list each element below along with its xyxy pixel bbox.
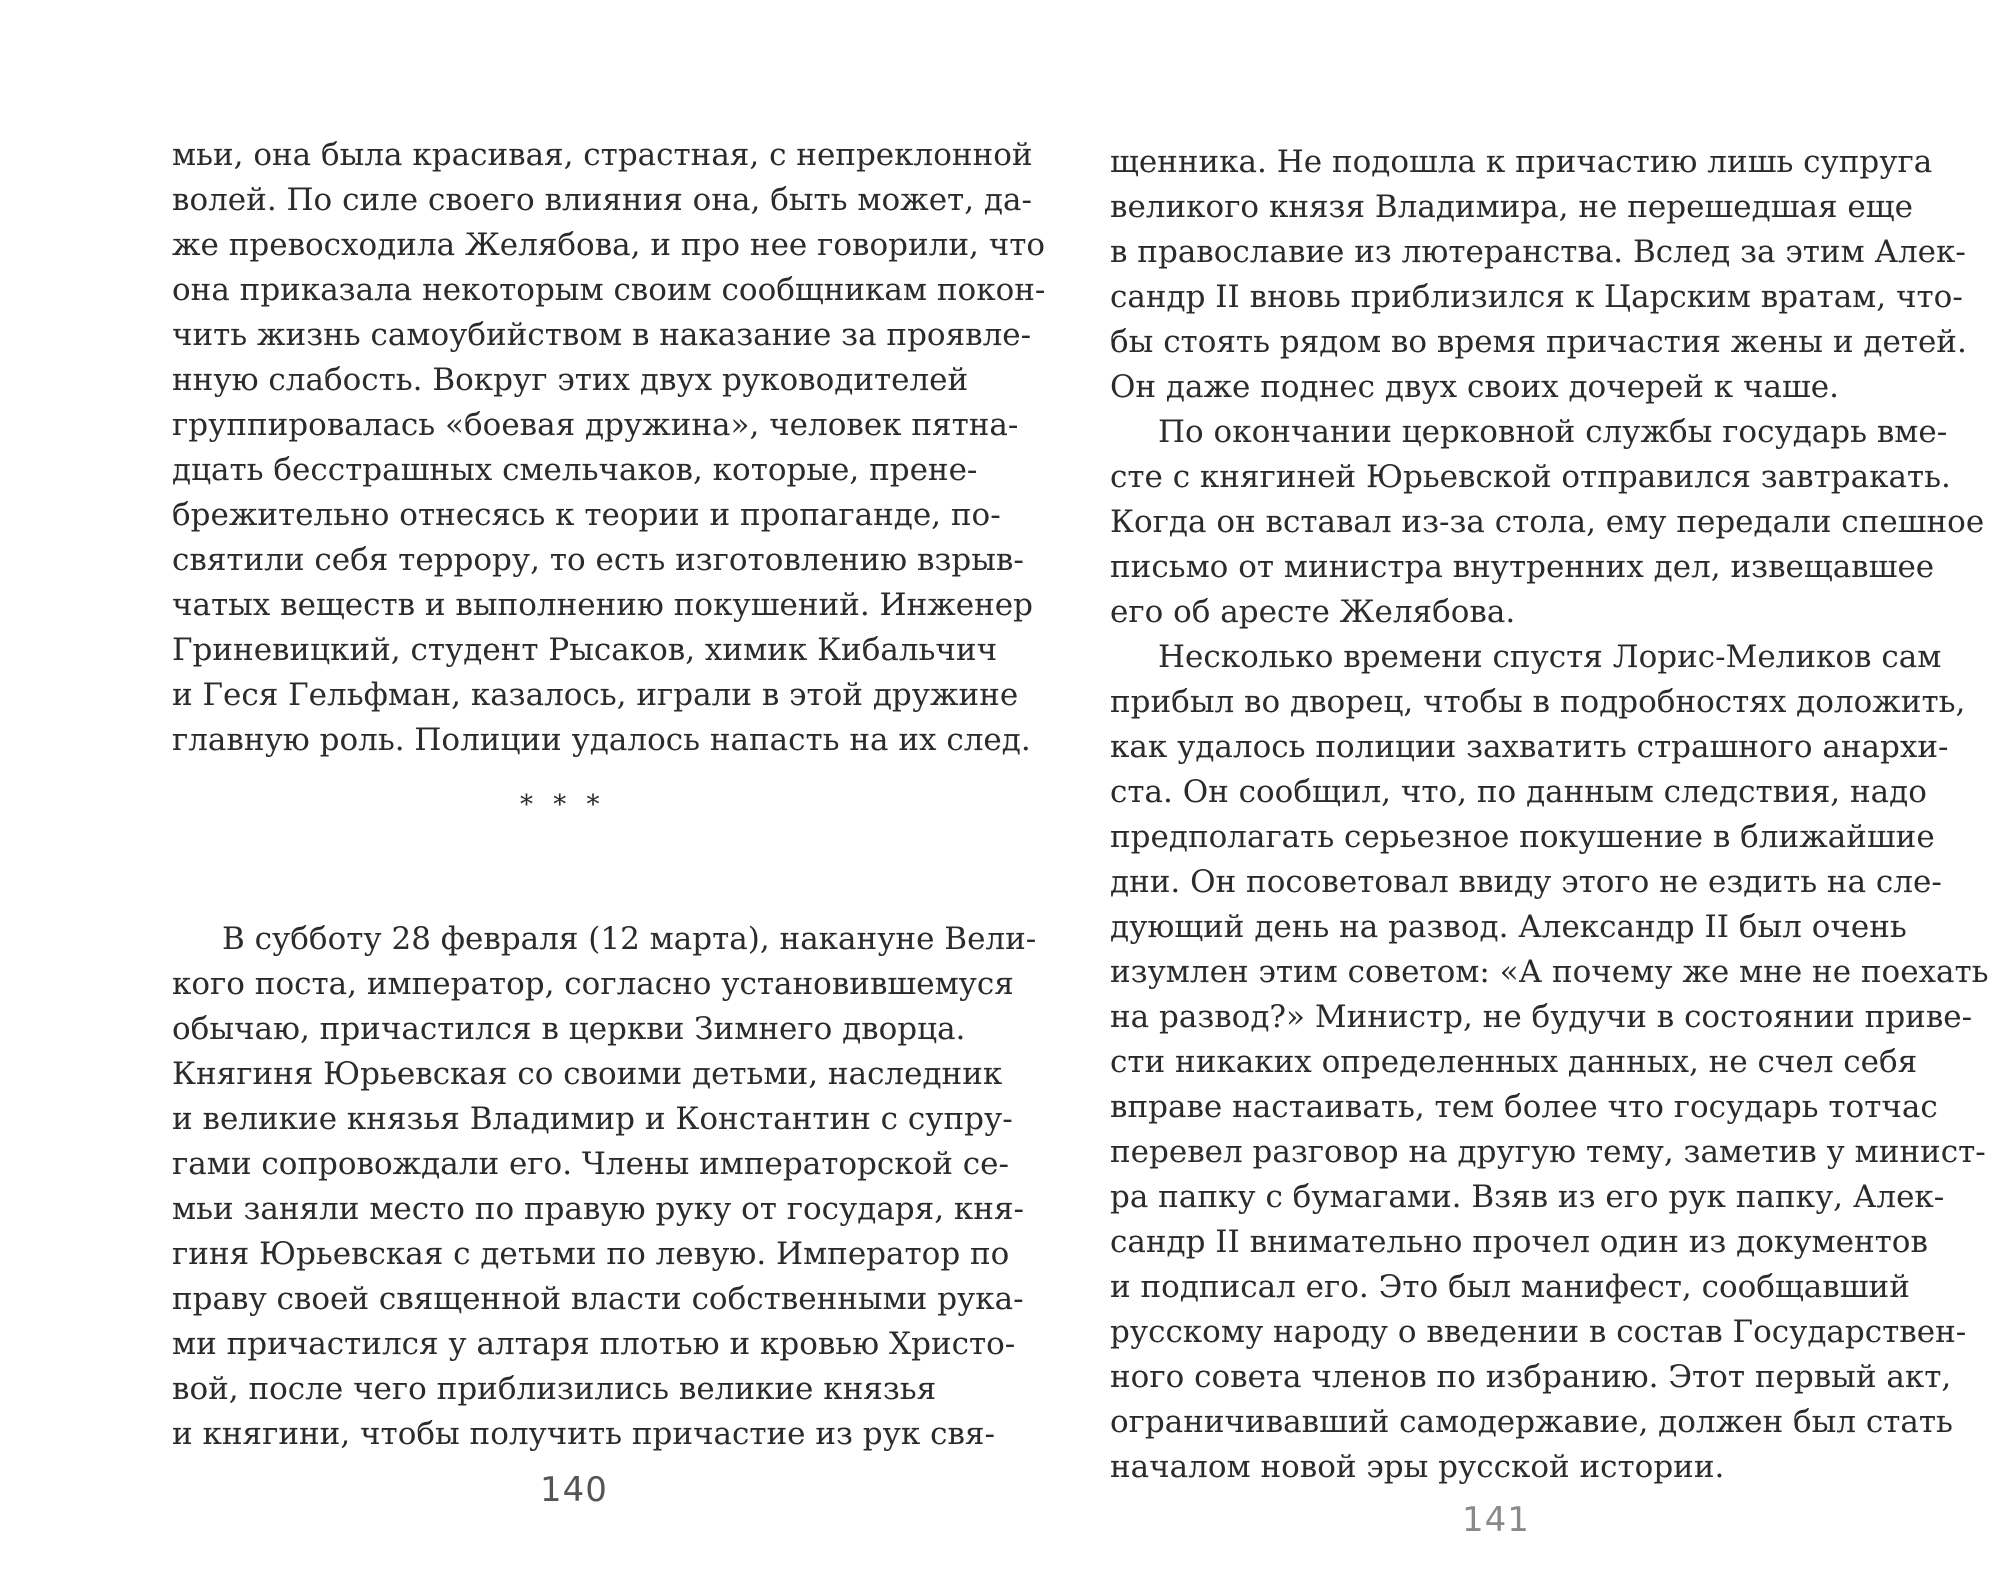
text-line: Княгиня Юрьевская со своими детьми, наследник bbox=[172, 1056, 1003, 1092]
text-line: группировалась «боевая дружина», человек пятна- bbox=[172, 407, 1019, 443]
text-line: сти никаких определенных данных, не счел себя bbox=[1110, 1044, 1918, 1080]
text-line: главную роль. Полиции удалось напасть на их след. bbox=[172, 722, 1031, 758]
text-line: мьи заняли место по правую руку от государя, кня- bbox=[172, 1191, 1024, 1227]
text-line: сандр II внимательно прочел один из документов bbox=[1110, 1224, 1928, 1260]
text-line: изумлен этим советом: «А почему же мне не поехать bbox=[1110, 954, 1989, 990]
text-line: дцать бесстрашных смельчаков, которые, прене- bbox=[172, 452, 978, 488]
text-line: ного совета членов по избранию. Этот первый акт, bbox=[1110, 1359, 1952, 1395]
text-line: дни. Он посоветовал ввиду этого не ездить на сле- bbox=[1110, 864, 1942, 900]
text-line: праву своей священной власти собственными рука- bbox=[172, 1281, 1024, 1317]
text-line: сте с княгиней Юрьевской отправился завтракать. bbox=[1110, 459, 1951, 495]
text-line: чатых веществ и выполнению покушений. Инженер bbox=[172, 587, 1033, 623]
text-line: предполагать серьезное покушение в ближайшие bbox=[1110, 819, 1935, 855]
text-line: чить жизнь самоубийством в наказание за проявле- bbox=[172, 317, 1032, 353]
text-line: и Геся Гельфман, казалось, играли в этой дружине bbox=[172, 677, 1019, 713]
text-line: щенника. Не подошла к причастию лишь супруга bbox=[1110, 144, 1933, 180]
text-line: Гриневицкий, студент Рысаков, химик Кибальчич bbox=[172, 632, 998, 668]
text-line: же превосходила Желябова, и про нее говорили, что bbox=[172, 227, 1046, 263]
page-number: 140 bbox=[540, 1470, 608, 1510]
text-line: в православие из лютеранства. Вслед за этим Алек- bbox=[1110, 234, 1966, 270]
text-line: и великие князья Владимир и Константин с супру- bbox=[172, 1101, 1013, 1137]
text-line: письмо от министра внутренних дел, извещавшее bbox=[1110, 549, 1935, 585]
text-line: на развод?» Министр, не будучи в состоянии приве- bbox=[1110, 999, 1973, 1035]
text-line: перевел разговор на другую тему, заметив у минист- bbox=[1110, 1134, 1986, 1170]
text-line: ми причастился у алтаря плотью и кровью Христо- bbox=[172, 1326, 1016, 1362]
right-page bbox=[1000, 0, 2000, 1573]
text-line: и княгини, чтобы получить причастие из рук свя- bbox=[172, 1416, 995, 1452]
text-line: вой, после чего приблизились великие князья bbox=[172, 1371, 937, 1407]
text-line: В субботу 28 февраля (12 марта), накануне Вели- bbox=[222, 921, 1037, 957]
text-line: она приказала некоторым своим сообщникам покон- bbox=[172, 272, 1046, 308]
text-line: волей. По силе своего влияния она, быть может, да- bbox=[172, 182, 1032, 218]
text-line: гиня Юрьевская с детьми по левую. Император по bbox=[172, 1236, 1010, 1272]
text-line: гами сопровождали его. Члены императорской се- bbox=[172, 1146, 1009, 1182]
text-line: обычаю, причастился в церкви Зимнего дворца. bbox=[172, 1011, 966, 1047]
text-line: Когда он вставал из-за стола, ему передали спешное bbox=[1110, 504, 1985, 540]
text-line: как удалось полиции захватить страшного анархи- bbox=[1110, 729, 1949, 765]
text-line: и подписал его. Это был манифест, сообщавший bbox=[1110, 1269, 1910, 1305]
text-line: началом новой эры русской истории. bbox=[1110, 1449, 1725, 1485]
text-line: нную слабость. Вокруг этих двух руководителей bbox=[172, 362, 969, 398]
text-line: ра папку с бумагами. Взяв из его рук папку, Алек- bbox=[1110, 1179, 1945, 1215]
page-number: 141 bbox=[1462, 1500, 1530, 1540]
text-line: бы стоять рядом во время причастия жены и детей. bbox=[1110, 324, 1967, 360]
text-line: дующий день на развод. Александр II был очень bbox=[1110, 909, 1907, 945]
text-line: сандр II вновь приблизился к Царским вратам, что- bbox=[1110, 279, 1963, 315]
text-line: брежительно отнесясь к теории и пропаганде, по- bbox=[172, 497, 1001, 533]
text-line: кого поста, император, согласно установившемуся bbox=[172, 966, 1014, 1002]
text-line: ограничивавший самодержавие, должен был стать bbox=[1110, 1404, 1953, 1440]
text-line: Он даже поднес двух своих дочерей к чаше. bbox=[1110, 369, 1839, 405]
text-line: его об аресте Желябова. bbox=[1110, 594, 1516, 630]
text-line: великого князя Владимира, не перешедшая еще bbox=[1110, 189, 1913, 225]
text-line: ста. Он сообщил, что, по данным следствия, надо bbox=[1110, 774, 1927, 810]
text-line: прибыл во дворец, чтобы в подробностях доложить, bbox=[1110, 684, 1966, 720]
text-line: По окончании церковной службы государь вме- bbox=[1158, 414, 1948, 450]
text-line: Несколько времени спустя Лорис-Меликов сам bbox=[1158, 639, 1942, 675]
section-separator: * * * bbox=[520, 790, 606, 820]
text-line: русскому народу о введении в состав Государствен- bbox=[1110, 1314, 1967, 1350]
text-line: святили себя террору, то есть изготовлению взрыв- bbox=[172, 542, 1024, 578]
text-line: мьи, она была красивая, страстная, с непреклонной bbox=[172, 137, 1033, 173]
text-line: вправе настаивать, тем более что государь тотчас bbox=[1110, 1089, 1938, 1125]
